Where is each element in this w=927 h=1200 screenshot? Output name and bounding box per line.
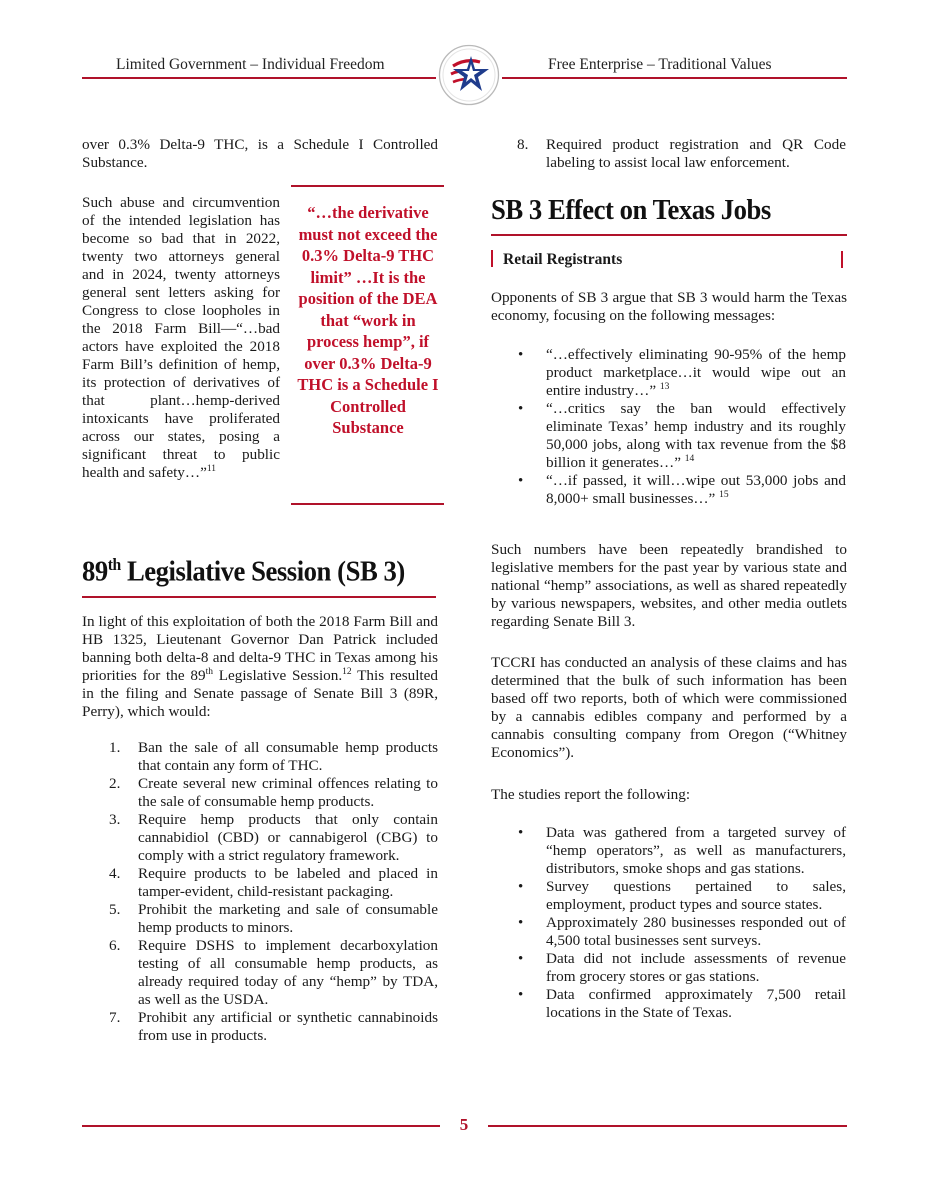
- list-item: [518, 824, 846, 878]
- bullet-icon: •: [518, 987, 524, 1003]
- list-item: [109, 901, 438, 937]
- claim-text: “…if passed, it will…wipe out 53,000 jobs and 8,000+ small businesses…”: [546, 472, 846, 507]
- pullquote-rule-bottom: [291, 503, 444, 505]
- footnote-ref: 15: [719, 489, 729, 500]
- sb3-provisions-list-continued: [517, 136, 846, 172]
- session-paragraph: [82, 613, 438, 721]
- footnote-ref: 11: [206, 463, 216, 474]
- finding-text: Data was gathered from a targeted survey of “hemp operators”, as well as manufacturers, distributors, smoke shops and gas stations.: [546, 824, 846, 877]
- subhead-retail-registrants: [491, 250, 847, 269]
- page-number: 5: [459, 1115, 469, 1134]
- session-ordinal: th: [205, 666, 213, 677]
- bullet-icon: •: [518, 915, 524, 931]
- header-rule-left: [82, 77, 436, 79]
- study-findings-list: [518, 824, 846, 1022]
- list-text: Require products to be labeled and placed in tamper-evident, child-resistant packaging.: [138, 865, 438, 900]
- section-heading-texas-jobs: SB 3 Effect on Texas Jobs: [491, 194, 771, 226]
- pull-quote: “…the derivative must not exceed the 0.3% Delta-9 THC limit” …It is the position of the DEA that “work in process hemp”, if over 0.3% Delta-9 THC is a Schedule I Controlled Substance: [297, 203, 439, 437]
- list-item: [518, 472, 846, 508]
- header-right-motto: Free Enterprise – Traditional Values: [548, 56, 772, 73]
- list-text: Prohibit the marketing and sale of consumable hemp products to minors.: [138, 901, 438, 936]
- intro-paragraph: over 0.3% Delta-9 THC, is a Schedule I Controlled Substance.: [82, 136, 438, 171]
- list-text: Required product registration and QR Code labeling to assist local law enforcement.: [546, 136, 846, 171]
- list-item: [109, 775, 438, 811]
- list-text: Create several new criminal offences relating to the sale of consumable hemp products.: [138, 775, 438, 810]
- list-number: 7.: [109, 1009, 121, 1026]
- header-left-motto: Limited Government – Individual Freedom: [116, 56, 385, 73]
- list-text: Ban the sale of all consumable hemp products that contain any form of THC.: [138, 739, 438, 774]
- bullet-icon: •: [518, 825, 524, 841]
- list-item: [109, 865, 438, 901]
- list-number: 5.: [109, 901, 121, 918]
- list-number: 3.: [109, 811, 121, 828]
- abuse-text: Such abuse and circumvention of the intended legislation has become so bad that in 2022, twenty two attorneys general and in 2024, twenty attorneys general sent letters asking for Congress to close loopholes in the 2018 Farm Bill—“…bad actors have exploited the 2018 Farm Bill’s definition of hemp, its protection of derivatives of that plant…hemp-derived intoxicants have proliferated across our states, posing a significant threat to public health and safety…”: [82, 194, 280, 481]
- bullet-icon: •: [518, 951, 524, 967]
- list-item: [518, 346, 846, 400]
- claim-text: “…critics say the ban would effectively eliminate Texas’ hemp industry and its roughly 50,000 jobs, along with tax revenue from the $8 billion it generates…”: [546, 400, 846, 471]
- section-heading-legislative-session: [82, 555, 405, 589]
- footnote-ref: 13: [659, 381, 670, 392]
- list-number: 1.: [109, 739, 121, 756]
- finding-text: Approximately 280 businesses responded out of 4,500 total businesses sent surveys.: [546, 914, 846, 949]
- list-item: [518, 950, 846, 986]
- tccri-paragraph: TCCRI has conducted an analysis of these claims and has determined that the bulk of such information has been based off two reports, both of which were commissioned by a cannabis edibles company and performed by a cannabis consulting company from Oregon (“Whitney Economics”).: [491, 654, 847, 761]
- subhead-bar-left: [491, 250, 493, 267]
- list-item: [518, 914, 846, 950]
- session-text-c: This resulted in the filing and Senate passage of Senate Bill 3 (89R, Perry), which would:: [82, 667, 438, 720]
- list-item: [109, 937, 438, 1009]
- list-number: 8.: [517, 136, 529, 153]
- bullet-icon: •: [518, 347, 524, 363]
- opponent-claims-list: [518, 346, 846, 508]
- list-item: [517, 136, 846, 172]
- subhead-label: Retail Registrants: [503, 251, 623, 268]
- footer-rule-right: [488, 1125, 847, 1127]
- claim-text: “…effectively eliminating 90-95% of the hemp product marketplace…it would wipe out an entire industry…”: [546, 346, 846, 399]
- list-text: Require hemp products that only contain cannabidiol (CBD) or cannabigerol (CBG) to comply with a strict regulatory framework.: [138, 811, 438, 864]
- list-item: [109, 1009, 438, 1045]
- studies-intro: The studies report the following:: [491, 786, 691, 803]
- finding-text: Data confirmed approximately 7,500 retail locations in the State of Texas.: [546, 986, 846, 1021]
- pullquote-rule-top: [291, 185, 444, 187]
- heading-number: 89: [82, 555, 108, 588]
- subhead-bar-right: [841, 251, 843, 268]
- list-text: Require DSHS to implement decarboxylation testing of all consumable hemp products, as already required today of any “hemp” by TDA, as well as the USDA.: [138, 937, 438, 1008]
- list-item: [109, 739, 438, 775]
- header-rule-right: [502, 77, 847, 79]
- list-number: 4.: [109, 865, 121, 882]
- bullet-icon: •: [518, 401, 524, 417]
- list-number: 6.: [109, 937, 121, 954]
- bullet-icon: •: [518, 473, 524, 489]
- sb3-provisions-list: [109, 739, 438, 1045]
- heading-rule-right: [491, 234, 847, 236]
- heading-ordinal: th: [107, 555, 121, 574]
- bullet-icon: •: [518, 879, 524, 895]
- opponents-paragraph: Opponents of SB 3 argue that SB 3 would harm the Texas economy, focusing on the following messages:: [491, 289, 847, 324]
- abuse-paragraph: [82, 194, 280, 482]
- list-item: [518, 400, 846, 472]
- finding-text: Survey questions pertained to sales, employment, product types and source states.: [546, 878, 846, 913]
- list-item: [518, 986, 846, 1022]
- footnote-ref: 12: [342, 666, 352, 677]
- list-item: [109, 811, 438, 865]
- finding-text: Data did not include assessments of revenue from grocery stores or gas stations.: [546, 950, 846, 985]
- numbers-paragraph: Such numbers have been repeatedly brandished to legislative members for the past year by various state and national “hemp” associations, as well as shared repeatedly by various newspapers, websites, and other media outlets regarding Senate Bill 3.: [491, 541, 847, 630]
- session-text-b: Legislative Session.: [212, 667, 343, 684]
- list-number: 2.: [109, 775, 121, 792]
- heading-rule-left: [82, 596, 436, 598]
- footer-rule-left: [82, 1125, 440, 1127]
- session-text-a: In light of this exploitation of both the 2018 Farm Bill and HB 1325, Lieutenant Governor Dan Patrick included banning both delta-8 and delta-9 THC in Texas among his priorities for the 89: [82, 613, 438, 684]
- star-seal-logo-icon: [438, 44, 500, 106]
- heading-title: Legislative Session (SB 3): [120, 555, 405, 588]
- footnote-ref: 14: [684, 453, 695, 464]
- list-item: [518, 878, 846, 914]
- list-text: Prohibit any artificial or synthetic cannabinoids from use in products.: [138, 1009, 438, 1044]
